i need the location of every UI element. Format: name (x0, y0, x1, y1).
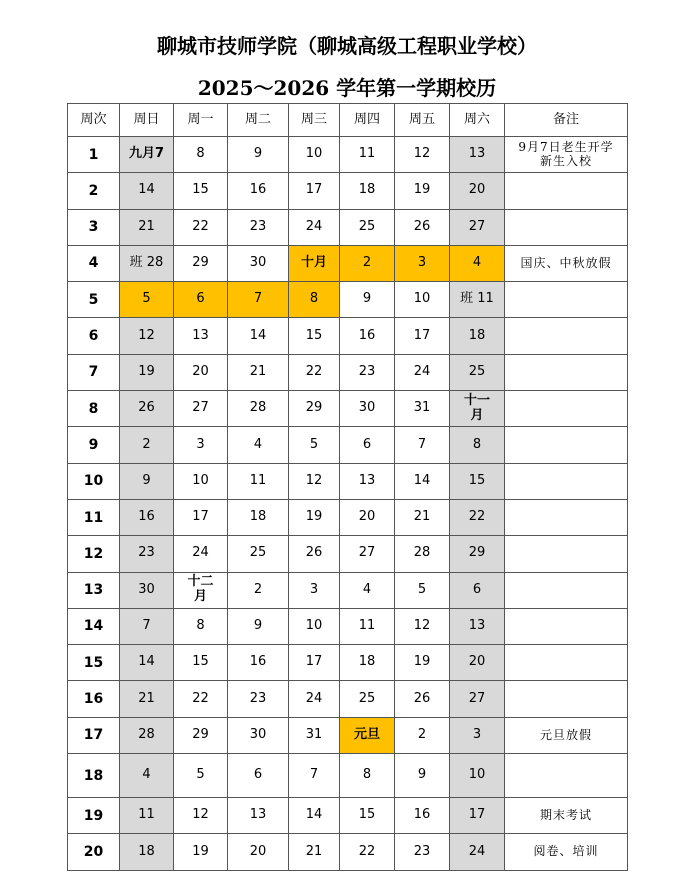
day-cell: 14 (289, 798, 340, 834)
day-cell: 班 28 (120, 245, 174, 281)
day-cell: 24 (174, 536, 228, 572)
day-cell: 21 (120, 681, 174, 717)
column-header: 周日 (120, 104, 174, 137)
day-cell: 22 (289, 354, 340, 390)
day-cell: 23 (340, 354, 395, 390)
day-cell: 2 (340, 245, 395, 281)
day-cell: 14 (120, 645, 174, 681)
day-cell: 5 (120, 282, 174, 318)
week-row (68, 318, 628, 354)
day-cell: 7 (395, 427, 450, 463)
day-cell: 7 (120, 608, 174, 644)
day-cell: 20 (450, 173, 505, 209)
day-cell: 10 (450, 754, 505, 798)
day-cell: 18 (340, 173, 395, 209)
day-cell: 班 11 (450, 282, 505, 318)
day-cell: 13 (450, 608, 505, 644)
day-cell: 4 (340, 572, 395, 608)
week-number: 5 (68, 282, 120, 318)
day-cell: 9 (228, 137, 289, 173)
column-header: 周三 (289, 104, 340, 137)
column-header: 备注 (505, 104, 628, 137)
day-cell: 15 (174, 645, 228, 681)
column-header: 周五 (395, 104, 450, 137)
day-cell: 15 (289, 318, 340, 354)
day-cell: 27 (450, 209, 505, 245)
week-number: 19 (68, 798, 120, 834)
day-cell: 24 (450, 834, 505, 870)
day-cell: 19 (289, 499, 340, 535)
remark-cell (505, 608, 628, 644)
day-cell: 26 (395, 681, 450, 717)
day-cell: 6 (228, 754, 289, 798)
day-cell: 23 (395, 834, 450, 870)
day-cell: 17 (395, 318, 450, 354)
day-cell: 24 (395, 354, 450, 390)
day-cell: 16 (395, 798, 450, 834)
week-number: 13 (68, 572, 120, 608)
day-cell: 9 (228, 608, 289, 644)
day-cell: 20 (340, 499, 395, 535)
day-cell: 22 (340, 834, 395, 870)
day-cell: 22 (450, 499, 505, 535)
day-cell: 21 (228, 354, 289, 390)
week-row (68, 754, 628, 798)
day-cell: 2 (228, 572, 289, 608)
week-number: 10 (68, 463, 120, 499)
day-cell: 18 (228, 499, 289, 535)
day-cell: 10 (289, 608, 340, 644)
day-cell: 14 (395, 463, 450, 499)
day-cell: 31 (395, 391, 450, 427)
remark-cell (505, 282, 628, 318)
day-cell: 8 (174, 608, 228, 644)
day-cell: 十二 月 (174, 572, 228, 608)
week-number: 20 (68, 834, 120, 870)
day-cell: 4 (120, 754, 174, 798)
week-row (68, 834, 628, 870)
day-cell: 7 (289, 754, 340, 798)
week-number: 16 (68, 681, 120, 717)
school-calendar-table (67, 103, 628, 871)
week-row (68, 137, 628, 173)
day-cell: 10 (289, 137, 340, 173)
week-row (68, 463, 628, 499)
day-cell: 26 (120, 391, 174, 427)
week-row (68, 572, 628, 608)
week-row (68, 427, 628, 463)
day-cell: 19 (120, 354, 174, 390)
week-number: 9 (68, 427, 120, 463)
day-cell: 6 (340, 427, 395, 463)
remark-cell (505, 536, 628, 572)
day-cell: 11 (120, 798, 174, 834)
day-cell: 31 (289, 717, 340, 753)
day-cell: 4 (450, 245, 505, 281)
remark-cell (505, 209, 628, 245)
week-row (68, 354, 628, 390)
day-cell: 9 (340, 282, 395, 318)
day-cell: 16 (228, 645, 289, 681)
day-cell: 17 (174, 499, 228, 535)
day-cell: 2 (120, 427, 174, 463)
day-cell: 16 (340, 318, 395, 354)
day-cell: 20 (174, 354, 228, 390)
day-cell: 26 (395, 209, 450, 245)
remark-cell (505, 173, 628, 209)
day-cell: 24 (289, 681, 340, 717)
day-cell: 25 (340, 209, 395, 245)
remark-cell (505, 427, 628, 463)
day-cell: 14 (120, 173, 174, 209)
week-row (68, 717, 628, 753)
remark-cell (505, 645, 628, 681)
column-header: 周一 (174, 104, 228, 137)
day-cell: 5 (395, 572, 450, 608)
day-cell: 12 (289, 463, 340, 499)
day-cell: 27 (174, 391, 228, 427)
week-number: 17 (68, 717, 120, 753)
day-cell: 6 (174, 282, 228, 318)
day-cell: 10 (174, 463, 228, 499)
day-cell: 3 (174, 427, 228, 463)
day-cell: 27 (450, 681, 505, 717)
day-cell: 12 (120, 318, 174, 354)
day-cell: 25 (450, 354, 505, 390)
week-number: 18 (68, 754, 120, 798)
day-cell: 13 (174, 318, 228, 354)
day-cell: 13 (340, 463, 395, 499)
day-cell: 11 (228, 463, 289, 499)
day-cell: 30 (228, 717, 289, 753)
week-number: 1 (68, 137, 120, 173)
remark-cell (505, 354, 628, 390)
day-cell: 3 (395, 245, 450, 281)
day-cell: 18 (450, 318, 505, 354)
remark-cell: 9月7日老生开学 新生入校 (505, 137, 628, 173)
day-cell: 19 (174, 834, 228, 870)
day-cell: 24 (289, 209, 340, 245)
day-cell: 30 (228, 245, 289, 281)
day-cell: 22 (174, 681, 228, 717)
day-cell: 15 (340, 798, 395, 834)
day-cell: 25 (340, 681, 395, 717)
day-cell: 2 (395, 717, 450, 753)
day-cell: 28 (395, 536, 450, 572)
day-cell: 15 (450, 463, 505, 499)
day-cell: 5 (289, 427, 340, 463)
week-row (68, 798, 628, 834)
day-cell: 29 (174, 245, 228, 281)
day-cell: 30 (340, 391, 395, 427)
week-row (68, 681, 628, 717)
day-cell: 17 (450, 798, 505, 834)
day-cell: 21 (395, 499, 450, 535)
day-cell: 十月 (289, 245, 340, 281)
week-row (68, 282, 628, 318)
day-cell: 10 (395, 282, 450, 318)
remark-cell: 阅卷、培训 (505, 834, 628, 870)
day-cell: 20 (450, 645, 505, 681)
remark-cell: 国庆、中秋放假 (505, 245, 628, 281)
day-cell: 12 (395, 137, 450, 173)
day-cell: 16 (228, 173, 289, 209)
week-number: 4 (68, 245, 120, 281)
week-row (68, 536, 628, 572)
day-cell: 7 (228, 282, 289, 318)
column-header: 周六 (450, 104, 505, 137)
day-cell: 20 (228, 834, 289, 870)
day-cell: 21 (120, 209, 174, 245)
day-cell: 28 (228, 391, 289, 427)
remark-cell (505, 754, 628, 798)
remark-cell (505, 391, 628, 427)
day-cell: 8 (289, 282, 340, 318)
day-cell: 30 (120, 572, 174, 608)
day-cell: 14 (228, 318, 289, 354)
week-number: 12 (68, 536, 120, 572)
week-number: 7 (68, 354, 120, 390)
day-cell: 27 (340, 536, 395, 572)
day-cell: 13 (450, 137, 505, 173)
week-number: 3 (68, 209, 120, 245)
day-cell: 8 (340, 754, 395, 798)
day-cell: 9 (395, 754, 450, 798)
week-number: 6 (68, 318, 120, 354)
week-number: 11 (68, 499, 120, 535)
day-cell: 23 (120, 536, 174, 572)
day-cell: 九月7 (120, 137, 174, 173)
remark-cell (505, 463, 628, 499)
week-row (68, 173, 628, 209)
day-cell: 8 (174, 137, 228, 173)
day-cell: 23 (228, 209, 289, 245)
column-header: 周四 (340, 104, 395, 137)
day-cell: 29 (174, 717, 228, 753)
day-cell: 9 (120, 463, 174, 499)
week-number: 14 (68, 608, 120, 644)
day-cell: 11 (340, 608, 395, 644)
day-cell: 12 (174, 798, 228, 834)
week-row (68, 391, 628, 427)
day-cell: 23 (228, 681, 289, 717)
week-row (68, 608, 628, 644)
day-cell: 十一 月 (450, 391, 505, 427)
day-cell: 3 (289, 572, 340, 608)
week-row (68, 645, 628, 681)
remark-cell (505, 499, 628, 535)
week-number: 15 (68, 645, 120, 681)
day-cell: 25 (228, 536, 289, 572)
remark-cell (505, 318, 628, 354)
remark-cell (505, 681, 628, 717)
day-cell: 11 (340, 137, 395, 173)
page-subtitle: 2025～2026 学年第一学期校历 (197, 76, 497, 100)
week-number: 2 (68, 173, 120, 209)
day-cell: 15 (174, 173, 228, 209)
column-header: 周二 (228, 104, 289, 137)
day-cell: 17 (289, 173, 340, 209)
week-row (68, 209, 628, 245)
day-cell: 28 (120, 717, 174, 753)
day-cell: 4 (228, 427, 289, 463)
day-cell: 18 (120, 834, 174, 870)
day-cell: 29 (450, 536, 505, 572)
day-cell: 29 (289, 391, 340, 427)
day-cell: 5 (174, 754, 228, 798)
day-cell: 18 (340, 645, 395, 681)
remark-cell (505, 572, 628, 608)
day-cell: 12 (395, 608, 450, 644)
remark-cell: 期末考试 (505, 798, 628, 834)
day-cell: 17 (289, 645, 340, 681)
day-cell: 13 (228, 798, 289, 834)
day-cell: 3 (450, 717, 505, 753)
header-row (68, 104, 628, 137)
day-cell: 19 (395, 645, 450, 681)
day-cell: 8 (450, 427, 505, 463)
week-number: 8 (68, 391, 120, 427)
day-cell: 6 (450, 572, 505, 608)
remark-cell: 元旦放假 (505, 717, 628, 753)
day-cell: 21 (289, 834, 340, 870)
week-row (68, 499, 628, 535)
day-cell: 19 (395, 173, 450, 209)
day-cell: 16 (120, 499, 174, 535)
day-cell: 26 (289, 536, 340, 572)
page-title: 聊城市技师学院（聊城高级工程职业学校） (157, 34, 537, 58)
day-cell: 元旦 (340, 717, 395, 753)
week-row (68, 245, 628, 281)
day-cell: 22 (174, 209, 228, 245)
column-header: 周次 (68, 104, 120, 137)
